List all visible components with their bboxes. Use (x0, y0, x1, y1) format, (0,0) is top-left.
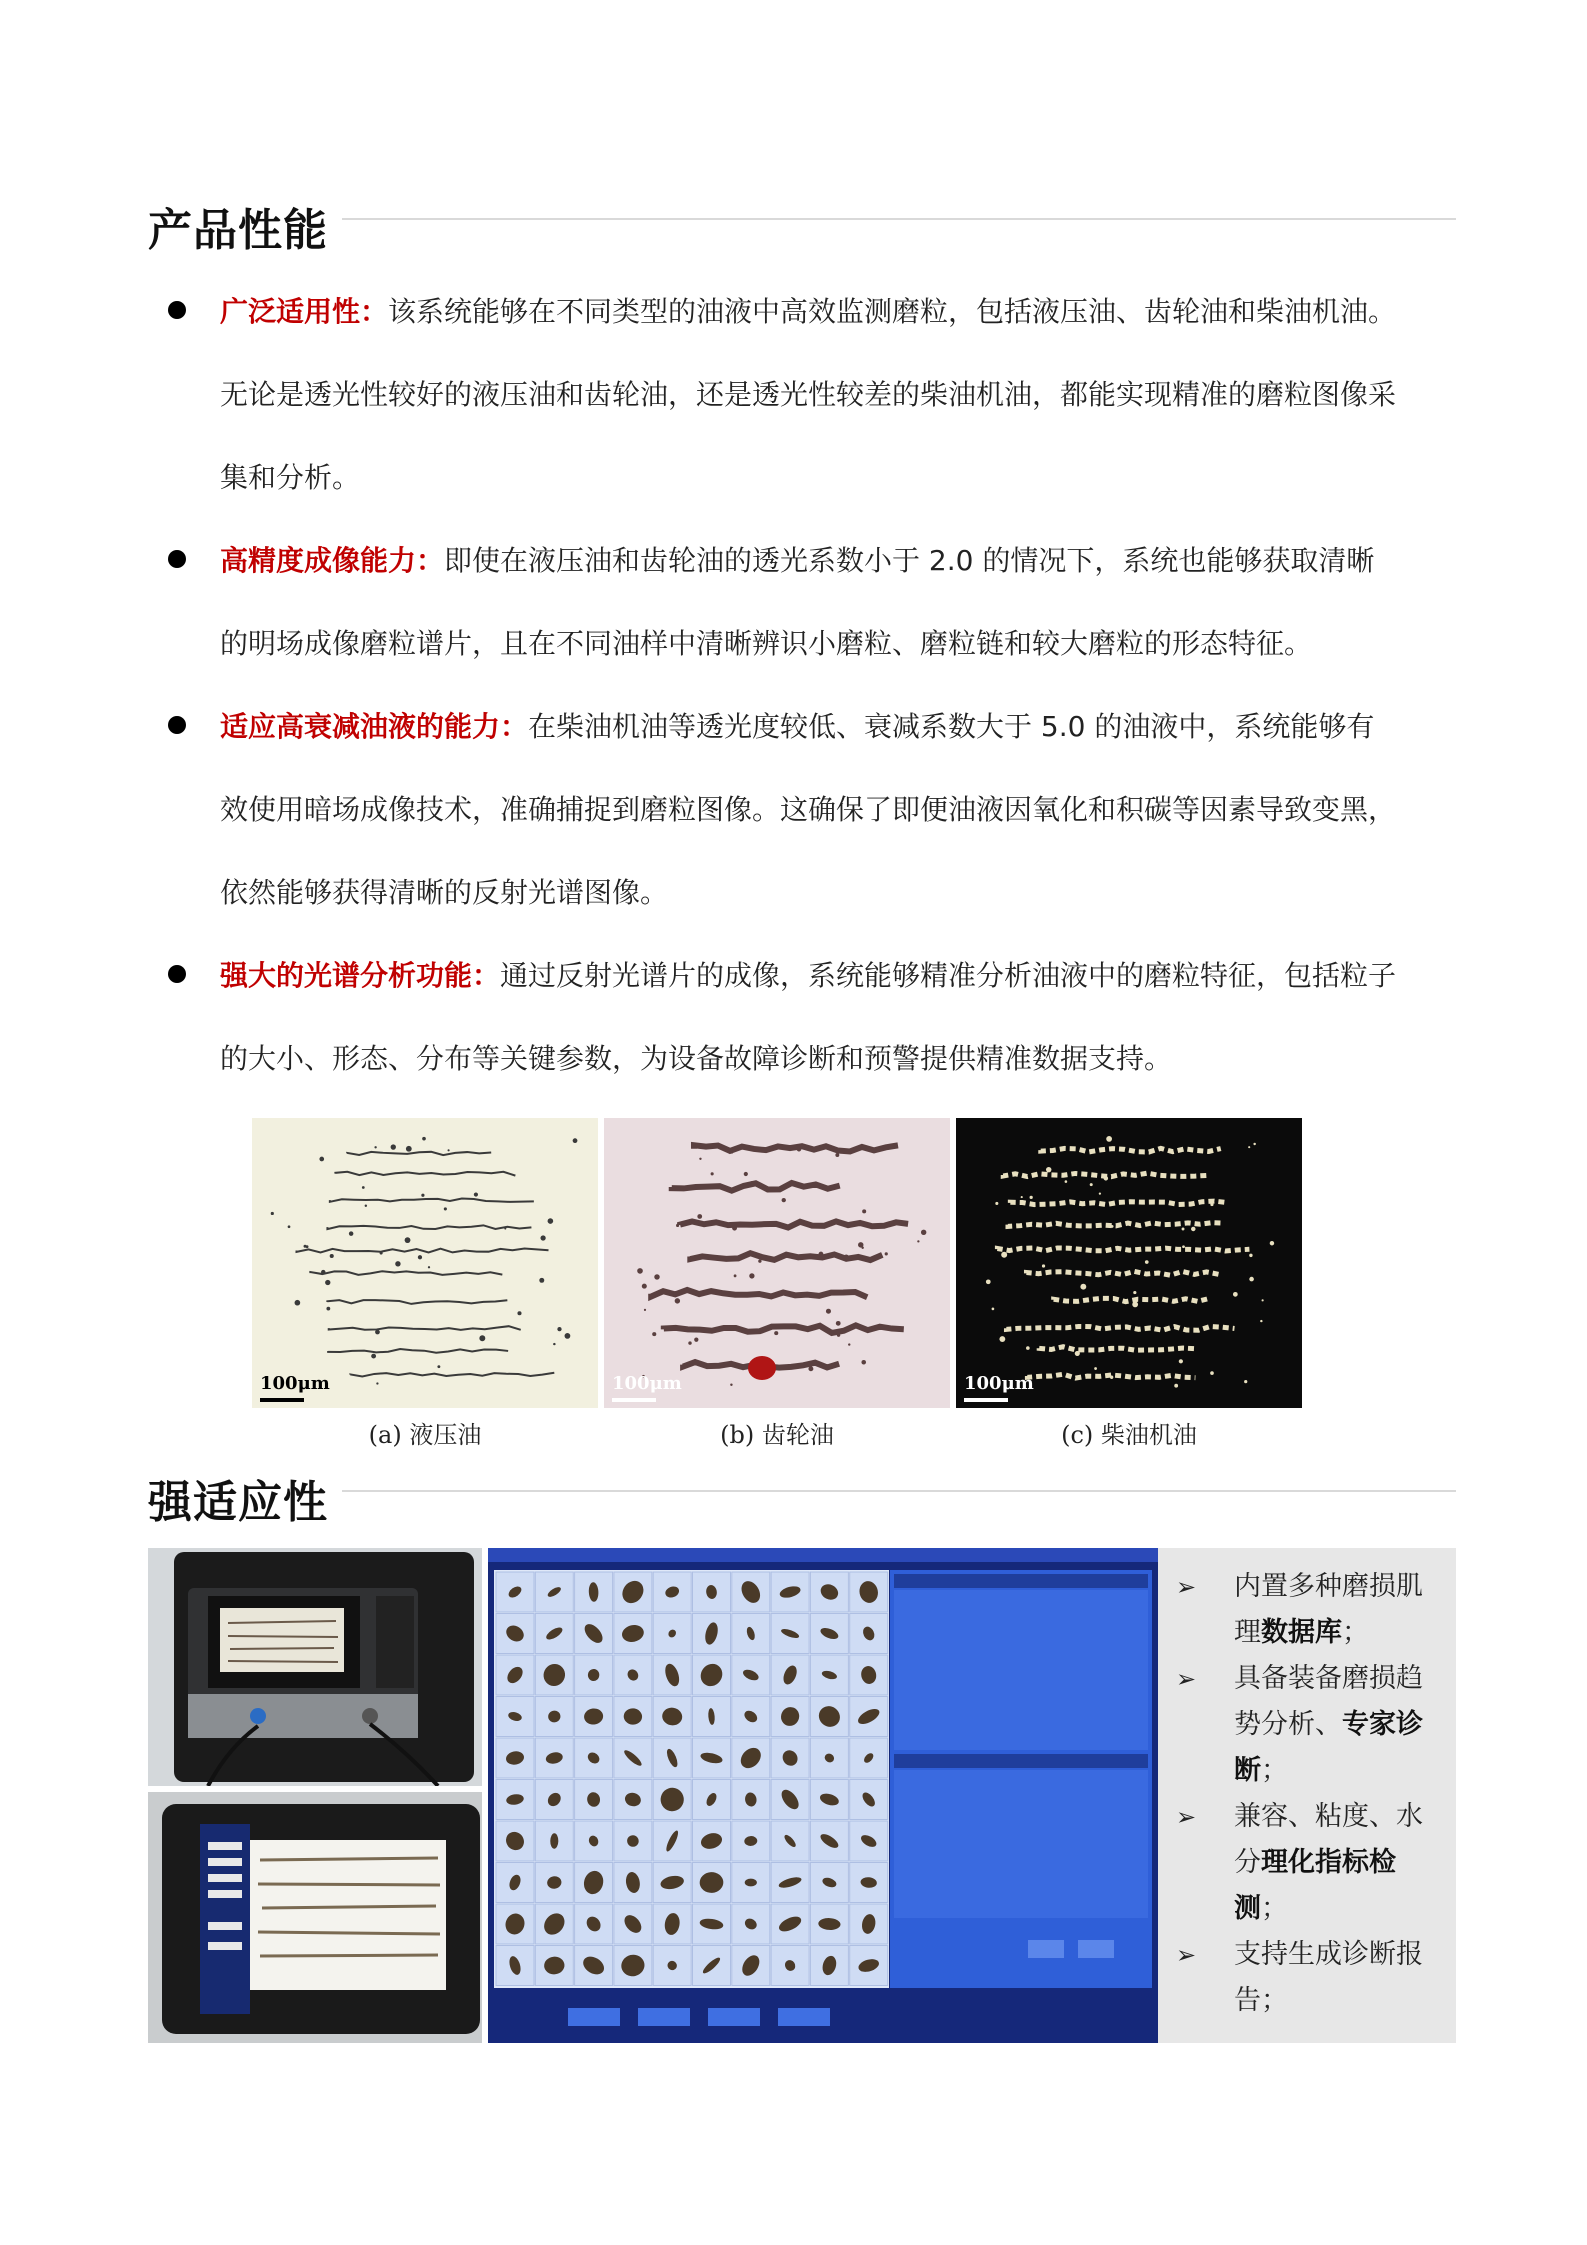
item-text: 的明场成像磨粒谱片，且在不同油样中清晰辨识小磨粒、磨粒链和较大磨粒的形态特征。 (220, 627, 1313, 660)
list-item (160, 519, 1460, 685)
feature-text: 支持生成诊断报告； (1234, 1939, 1423, 2016)
scale-bar (260, 1398, 304, 1402)
bullet-icon (168, 716, 186, 734)
item-text: 效使用暗场成像技术，准确捕捉到磨粒图像。这确保了即便油液因氧化和积碳等因素导致变黑， (220, 793, 1397, 826)
item-text: 依然能够获得清晰的反射光谱图像。 (220, 876, 669, 909)
device-case-photo (148, 1548, 482, 1786)
device-case-image (148, 1548, 482, 1786)
section-divider (342, 218, 1456, 220)
item-text: 通过反射光谱片的成像，系统能够精准分析油液中的磨粒特征，包括粒子 (500, 959, 1397, 992)
caption-b: (b) 齿轮油 (720, 1421, 834, 1449)
feature-text: 具备装备磨损趋势分析、 (1234, 1663, 1423, 1740)
list-item (1158, 1794, 1440, 1932)
section-divider (342, 1490, 1456, 1492)
feature-text: 兼容、粘度、水分 (1234, 1801, 1423, 1878)
feature-bold: 专家诊断 (1234, 1709, 1423, 1786)
scale-bar (964, 1398, 1008, 1402)
list-item (1158, 1932, 1440, 2024)
software-screenshot (488, 1548, 1158, 2043)
item-key: 适应高衰减油液的能力： (220, 710, 529, 743)
scale-label: 100μm (260, 1373, 330, 1394)
item-key: 高精度成像能力： (220, 544, 445, 577)
particle-chains-image (604, 1118, 950, 1408)
bullet-icon (168, 965, 186, 983)
performance-list (160, 270, 1460, 1100)
feature-text: 内置多种磨损肌理 (1234, 1571, 1423, 1648)
list-item (160, 685, 1460, 934)
caption-c: (c) 柴油机油 (1061, 1421, 1197, 1449)
feature-bold: 理化指标检测 (1234, 1847, 1396, 1924)
feature-list (1158, 1548, 1456, 2024)
particle-chains-image (252, 1118, 598, 1408)
particle-library-ui-image (488, 1548, 1158, 2043)
particle-chains-image (956, 1118, 1302, 1408)
micrograph-gear-oil (604, 1118, 950, 1408)
feature-tail: ； (1261, 1893, 1288, 1924)
arrow-icon: ➢ (1176, 1803, 1197, 1831)
feature-tail: ； (1261, 1755, 1288, 1786)
arrow-icon: ➢ (1176, 1573, 1197, 1601)
micrograph-hydraulic-oil (252, 1118, 598, 1408)
list-item (1158, 1564, 1440, 1656)
list-item (1158, 1656, 1440, 1794)
section-title-performance: 产品性能 (148, 205, 328, 256)
item-text: 在柴油机油等透光度较低、衰减系数大于 5.0 的油液中，系统能够有 (528, 710, 1375, 743)
bullet-icon (168, 301, 186, 319)
item-text: 该系统能够在不同类型的油液中高效监测磨粒，包括液压油、齿轮油和柴油机油。 (388, 295, 1397, 328)
arrow-icon: ➢ (1176, 1665, 1197, 1693)
item-text: 的大小、形态、分布等关键参数，为设备故障诊断和预警提供精准数据支持。 (220, 1042, 1173, 1075)
scale-label: 100μm (612, 1373, 682, 1394)
feature-tail: ； (1342, 1617, 1369, 1648)
scale-label: 100μm (964, 1373, 1034, 1394)
bullet-icon (168, 550, 186, 568)
item-key: 广泛适用性： (220, 295, 389, 328)
item-text: 无论是透光性较好的液压油和齿轮油，还是透光性较差的柴油机油，都能实现精准的磨粒图像采 (220, 378, 1397, 411)
item-key: 强大的光谱分析功能： (220, 959, 501, 992)
list-item (160, 934, 1460, 1100)
arrow-icon: ➢ (1176, 1941, 1197, 1969)
device-tablet-photo (148, 1792, 482, 2043)
micrograph-diesel-oil (956, 1118, 1302, 1408)
device-tablet-image (148, 1792, 482, 2043)
feature-bold: 数据库 (1261, 1617, 1342, 1648)
caption-a: (a) 液压油 (368, 1421, 482, 1449)
feature-panel (1158, 1548, 1456, 2043)
scale-bar (612, 1398, 656, 1402)
section-title-adaptability: 强适应性 (148, 1477, 328, 1528)
item-text: 即使在液压油和齿轮油的透光系数小于 2.0 的情况下，系统也能够获取清晰 (444, 544, 1375, 577)
item-text: 集和分析。 (220, 461, 361, 494)
list-item (160, 270, 1460, 519)
